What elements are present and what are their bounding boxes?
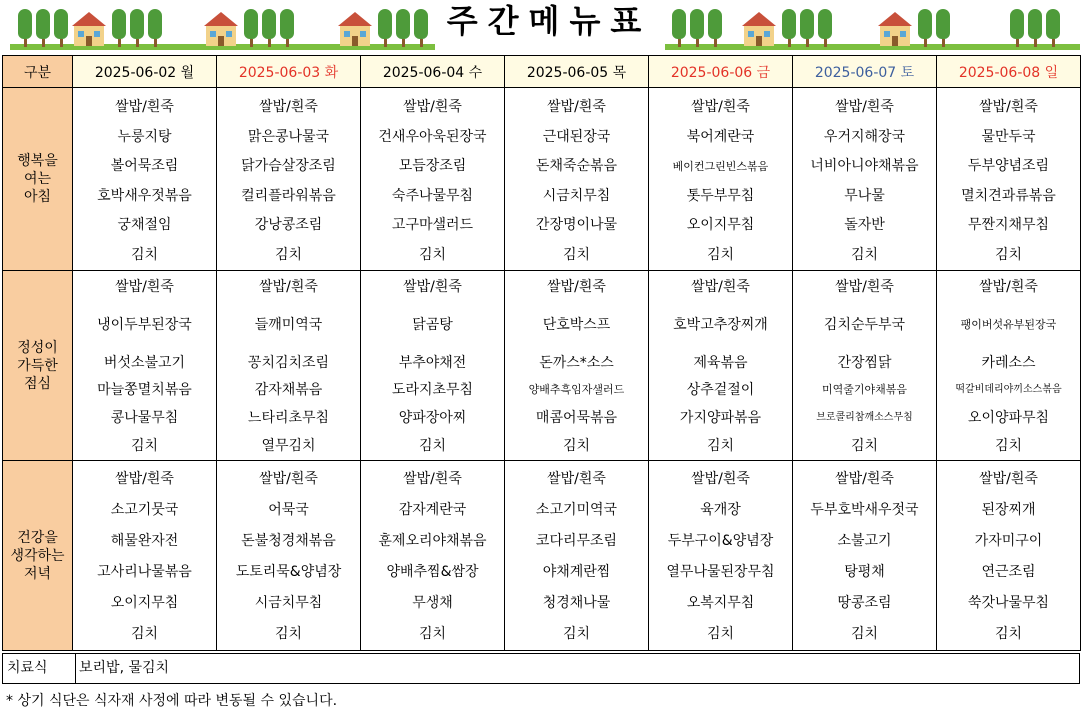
footnote: * 상기 식단은 식자재 사정에 따라 변동될 수 있습니다. bbox=[6, 693, 338, 709]
tree-icon bbox=[818, 9, 832, 47]
menu-cell: 쌀밥/흰죽 맑은콩나물국 닭가슴살장조림 컬리플라워볶음 강낭콩조림 김치 bbox=[217, 88, 361, 271]
tree-icon bbox=[708, 9, 722, 47]
menu-cell: 쌀밥/흰죽 호박고추장찌개 제육볶음 상추겉절이 가지양파볶음 김치 bbox=[649, 271, 793, 461]
weekly-menu-table bbox=[2, 55, 1081, 651]
day-header: 2025-06-03 화 bbox=[217, 56, 361, 88]
tree-icon bbox=[262, 9, 276, 47]
menu-cell: 쌀밥/흰죽 육개장 두부구이&양념장 열무나물된장무침 오복지무침 김치 bbox=[649, 461, 793, 651]
tree-icon bbox=[18, 9, 32, 47]
meal-label-breakfast: 행복을 여는 아침 bbox=[3, 88, 73, 271]
day-header: 2025-06-07 토 bbox=[793, 56, 937, 88]
tree-icon bbox=[280, 9, 294, 47]
menu-cell: 쌀밥/흰죽 우거지해장국 너비아니야채볶음 무나물 돌자반 김치 bbox=[793, 88, 937, 271]
menu-cell: 쌀밥/흰죽 단호박스프 돈까스*소스 양배추흑임자샐러드 매콤어묵볶음 김치 bbox=[505, 271, 649, 461]
meal-row-lunch bbox=[3, 271, 1081, 461]
tree-icon bbox=[936, 9, 950, 47]
tree-icon bbox=[54, 9, 68, 47]
menu-cell: 쌀밥/흰죽 소고기미역국 코다리무조림 야채계란찜 청경채나물 김치 bbox=[505, 461, 649, 651]
house-icon bbox=[880, 12, 910, 46]
day-header: 2025-06-08 일 bbox=[937, 56, 1081, 88]
header-row bbox=[3, 56, 1081, 88]
therapy-diet-value: 보리밥, 물김치 bbox=[79, 660, 170, 676]
menu-cell: 쌀밥/흰죽 닭곰탕 부추야채전 도라지초무침 양파장아찌 김치 bbox=[361, 271, 505, 461]
day-header: 2025-06-04 수 bbox=[361, 56, 505, 88]
menu-cell: 쌀밥/흰죽 북어계란국 베이컨그린빈스볶음 톳두부무침 오이지무침 김치 bbox=[649, 88, 793, 271]
tree-icon bbox=[414, 9, 428, 47]
day-header: 2025-06-06 금 bbox=[649, 56, 793, 88]
day-header: 2025-06-02 월 bbox=[73, 56, 217, 88]
menu-cell: 쌀밥/흰죽 어묵국 돈불청경채볶음 도토리묵&양념장 시금치무침 김치 bbox=[217, 461, 361, 651]
meal-row-breakfast bbox=[3, 88, 1081, 271]
therapy-diet-label: 치료식 bbox=[3, 654, 76, 683]
menu-cell: 쌀밥/흰죽 팽이버섯유부된장국 카레소스 떡갈비데리야끼소스볶음 오이양파무침 김치 bbox=[937, 271, 1081, 461]
page-title: 주간메뉴표 bbox=[446, 2, 652, 40]
tree-icon bbox=[782, 9, 796, 47]
category-header: 구분 bbox=[3, 56, 73, 88]
tree-icon bbox=[672, 9, 686, 47]
tree-icon bbox=[690, 9, 704, 47]
menu-cell: 쌀밥/흰죽 들깨미역국 꽁치김치조림 감자채볶음 느타리초무침 열무김치 bbox=[217, 271, 361, 461]
house-icon bbox=[206, 12, 236, 46]
tree-icon bbox=[148, 9, 162, 47]
tree-icon bbox=[1010, 9, 1024, 47]
tree-icon bbox=[1028, 9, 1042, 47]
menu-cell: 쌀밥/흰죽 냉이두부된장국 버섯소불고기 마늘쫑멸치볶음 콩나물무침 김치 bbox=[73, 271, 217, 461]
menu-cell: 쌀밥/흰죽 된장찌개 가자미구이 연근조림 쑥갓나물무침 김치 bbox=[937, 461, 1081, 651]
day-header: 2025-06-05 목 bbox=[505, 56, 649, 88]
menu-cell: 쌀밥/흰죽 물만두국 두부양념조림 멸치견과류볶음 무짠지채무침 김치 bbox=[937, 88, 1081, 271]
tree-icon bbox=[1046, 9, 1060, 47]
tree-icon bbox=[378, 9, 392, 47]
menu-cell: 쌀밥/흰죽 누룽지탕 볼어묵조림 호박새우젓볶음 궁채절임 김치 bbox=[73, 88, 217, 271]
tree-icon bbox=[396, 9, 410, 47]
house-icon bbox=[74, 12, 104, 46]
menu-cell: 쌀밥/흰죽 근대된장국 돈채죽순볶음 시금치무침 간장명이나물 김치 bbox=[505, 88, 649, 271]
menu-cell: 쌀밥/흰죽 김치순두부국 간장찜닭 미역줄기야채볶음 브로콜리참깨소스무침 김치 bbox=[793, 271, 937, 461]
house-icon bbox=[744, 12, 774, 46]
tree-icon bbox=[130, 9, 144, 47]
therapy-diet-row bbox=[2, 653, 1080, 684]
tree-icon bbox=[36, 9, 50, 47]
meal-label-lunch: 정성이 가득한 점심 bbox=[3, 271, 73, 461]
menu-cell: 쌀밥/흰죽 감자계란국 훈제오리야채볶음 양배추찜&쌈장 무생채 김치 bbox=[361, 461, 505, 651]
tree-icon bbox=[112, 9, 126, 47]
meal-row-dinner bbox=[3, 461, 1081, 651]
tree-icon bbox=[800, 9, 814, 47]
menu-cell: 쌀밥/흰죽 건새우아욱된장국 모듬장조림 숙주나물무침 고구마샐러드 김치 bbox=[361, 88, 505, 271]
menu-cell: 쌀밥/흰죽 두부호박새우젓국 소불고기 탕평채 땅콩조림 김치 bbox=[793, 461, 937, 651]
tree-icon bbox=[244, 9, 258, 47]
title-banner bbox=[0, 0, 1084, 55]
meal-label-dinner: 건강을 생각하는 저녁 bbox=[3, 461, 73, 651]
menu-cell: 쌀밥/흰죽 소고기뭇국 해물완자전 고사리나물볶음 오이지무침 김치 bbox=[73, 461, 217, 651]
tree-icon bbox=[918, 9, 932, 47]
house-icon bbox=[340, 12, 370, 46]
